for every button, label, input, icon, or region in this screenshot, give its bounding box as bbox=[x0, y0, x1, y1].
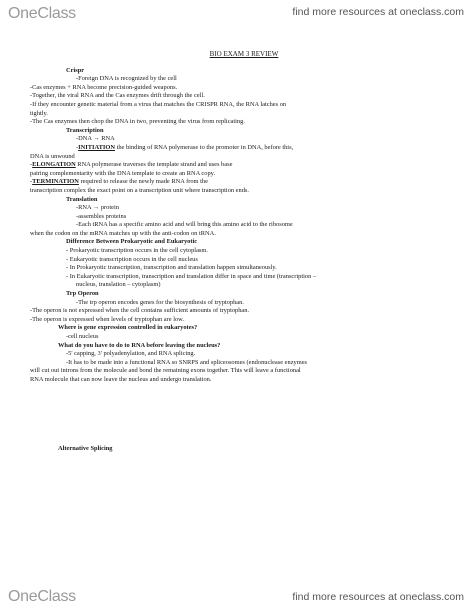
text-line: -If they encounter genetic material from a virus that matches the CRISPR RNA, the RNA latches on bbox=[30, 100, 287, 108]
text-line: tightly. bbox=[30, 109, 48, 117]
initiation-text: the binding of RNA polymerase to the promoter in DNA, before this, bbox=[114, 143, 294, 151]
find-more-resources-link-footer[interactable]: find more resources at oneclass.com bbox=[292, 591, 464, 603]
text-line: will cut out introns from the molecule and bond the remaining exons together. This will leave a functional bbox=[30, 367, 301, 375]
text-line: -Foreign DNA is recognized by the cell bbox=[76, 75, 177, 83]
heading-gene-expression: ● Where is gene expression controlled in eukaryotes? bbox=[30, 324, 458, 333]
term-elongation: ELONGATION bbox=[32, 161, 76, 169]
termination-text: required to release the newly made RNA from the bbox=[78, 178, 208, 186]
heading-alternative-splicing: ● Alternative Splicing bbox=[30, 445, 458, 454]
text-line: -The trp operon encodes genes for the biosynthesis of tryptophan. bbox=[76, 298, 244, 306]
heading-translation: ● Translation bbox=[30, 196, 458, 205]
text-line: RNA molecule that can now leave the nucleus and undergo translation. bbox=[30, 375, 212, 383]
text-line: - In Eukaryotic transcription, transcription and translation differ in space and time (transcription – bbox=[66, 272, 317, 280]
text-line: - In Prokaryotic transcription, transcription and translation happen simultaneously. bbox=[66, 264, 277, 272]
text-line: -RNA → protein bbox=[76, 204, 119, 212]
heading-crispr: ● Crispr bbox=[30, 67, 458, 76]
text-line: - Eukaryotic transcription occurs in the cell nucleus bbox=[66, 255, 198, 263]
text-line: -DNA → RNA bbox=[76, 135, 115, 143]
initiation-line: -INITIATION the binding of RNA polymerase to the promoter in DNA, before this, bbox=[76, 143, 294, 151]
text-line: -cell nucleus bbox=[66, 333, 99, 340]
text-line: when the codon on the mRNA matches up with the anti-codon on tRNA. bbox=[30, 229, 216, 237]
oneclass-logo[interactable]: OneClass bbox=[8, 5, 76, 22]
text-line: -5' capping, 3' polyadenylation, and RNA splicing. bbox=[66, 350, 196, 358]
find-more-resources-link[interactable]: find more resources at oneclass.com bbox=[292, 6, 464, 18]
termination-line: -TERMINATION required to release the newly made RNA from the bbox=[30, 178, 208, 186]
spacer bbox=[30, 385, 458, 445]
text-line: -assembles proteins bbox=[76, 212, 127, 220]
heading-trp-operon: ● Trp Operon bbox=[30, 290, 458, 299]
heading-rna-before-nucleus: ● What do you have to do to RNA before leaving the nucleus? bbox=[30, 342, 458, 351]
text-line: -The Cas enzymes then chop the DNA in two, preventing the virus from replicating. bbox=[30, 118, 245, 126]
heading-transcription: ● Transcription bbox=[30, 127, 458, 136]
text-line: DNA is unwound bbox=[30, 152, 75, 160]
text-line: -Each tRNA has a specific amino acid and will bring this amino acid to the ribosome bbox=[76, 221, 293, 229]
text-line: -Together, the viral RNA and the Cas enzymes drift through the cell. bbox=[30, 92, 205, 100]
term-termination: TERMINATION bbox=[32, 178, 79, 186]
text-line: - Prokaryotic transcription occurs in the cell cytoplasm. bbox=[66, 247, 208, 255]
page-header bbox=[0, 0, 474, 28]
elongation-text: RNA polymerase traverses the template strand and uses base bbox=[75, 161, 233, 169]
text-line: transcription complex the exact point on a transcription unit where transcription ends. bbox=[30, 186, 249, 194]
document-title: BIO EXAM 3 REVIEW bbox=[209, 50, 279, 58]
document-page bbox=[30, 50, 458, 453]
text-line: pairing complementarity with the DNA template to create an RNA copy. bbox=[30, 169, 216, 177]
text-line: -The operon is expressed when levels of tryptophan are low. bbox=[30, 315, 184, 323]
text-line: nucleus, translation – cytoplasm) bbox=[76, 281, 161, 289]
elongation-line: -ELONGATION RNA polymerase traverses the template strand and uses base bbox=[30, 161, 233, 169]
oneclass-logo-footer[interactable]: OneClass bbox=[8, 588, 76, 605]
text-line: -It has to be made into a functional RNA so SNRPS and spliceosomes (endonuclease enzymes bbox=[66, 358, 308, 366]
heading-difference: ● Difference Between Prokaryotic and Eukaryotic bbox=[30, 238, 458, 247]
term-initiation: INITIATION bbox=[78, 143, 115, 151]
text-line: -The operon is not expressed when the cell contains sufficient amounts of tryptophan. bbox=[30, 307, 250, 315]
text-line: -Cas enzymes + RNA become precision-guided weapons. bbox=[30, 83, 178, 91]
